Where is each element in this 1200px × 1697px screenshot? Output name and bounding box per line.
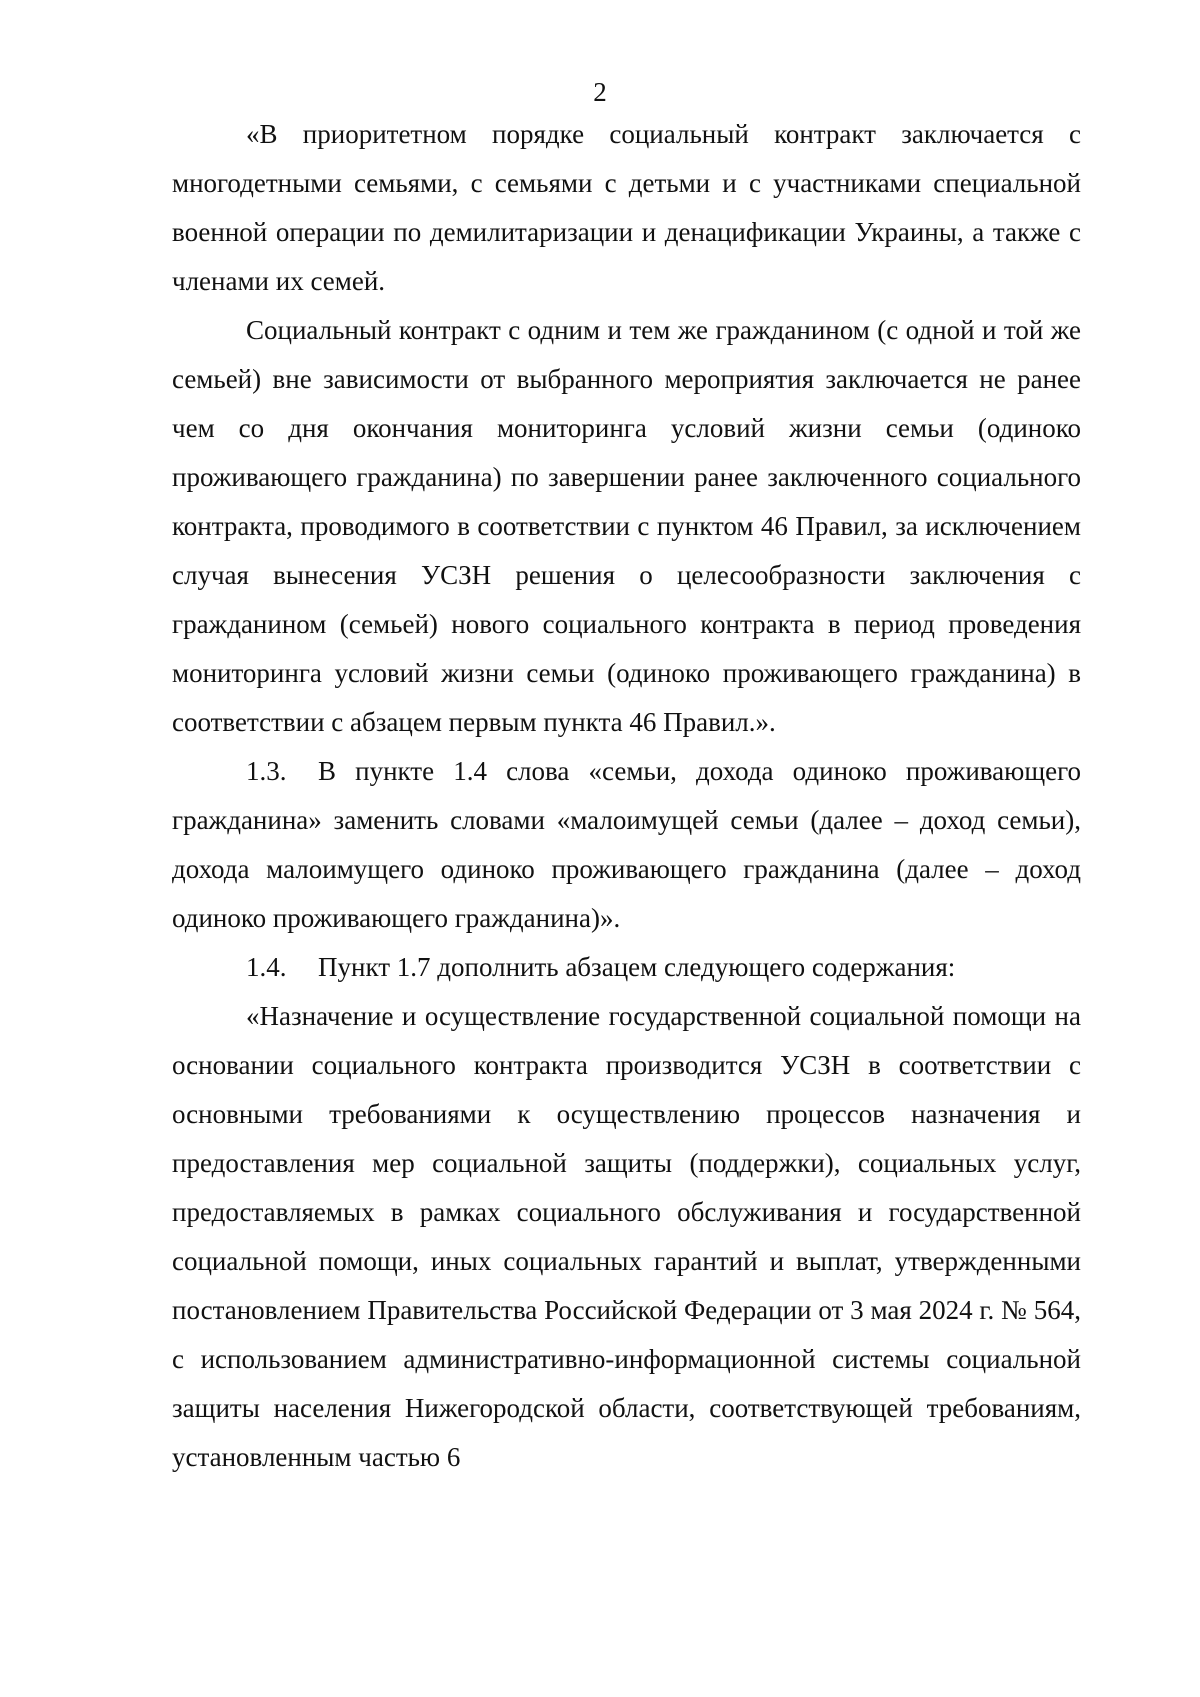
clause-text: В пункте 1.4 слова «семьи, дохода одиноко проживающего гражданина» заменить словами «малоимущей семьи (далее – доход семьи), дохода малоимущего одиноко проживающего гражданина (далее – доход одиноко проживающего гражданина)».: [172, 756, 1081, 933]
paragraph-repeat-contract: Социальный контракт с одним и тем же гражданином (с одной и той же семьей) вне зависимости от выбранного мероприятия заключается не ранее чем со дня окончания мониторинга условий жизни семьи (одиноко проживающего гражданина) по завершении ранее заключенного социального контракта, проводимого в соответствии с пунктом 46 Правил, за исключением случая вынесения УСЗН решения о целесообразности заключения с гражданином (семьей) нового социального контракта в период проведения мониторинга условий жизни семьи (одиноко проживающего гражданина) в соответствии с абзацем первым пункта 46 Правил.».: [172, 315, 1081, 737]
paragraph-assignment-procedure: «Назначение и осуществление государственной социальной помощи на основании социального контракта производится УСЗН в соответствии с основными требованиями к осуществлению процессов назначения и предоставления мер социальной защиты (поддержки), социальных услуг, предоставляемых в рамках социального обслуживания и государственной социальной помощи, иных социальных гарантий и выплат, утвержденными постановлением Правительства Российской Федерации от 3 мая 2024 г. № 564, с использованием административно-информационной системы социальной защиты населения Нижегородской области, соответствующей требованиям, установленным частью 6: [172, 1001, 1081, 1472]
clause-1-3: [172, 747, 1081, 943]
clause-number: 1.4.: [246, 952, 287, 982]
paragraph-priority-contract: «В приоритетном порядке социальный контракт заключается с многодетными семьями, с семьями с детьми и с участниками специальной военной операции по демилитаризации и денацификации Украины, а также с членами их семей.: [172, 119, 1081, 296]
page-number: 2: [593, 77, 607, 107]
clause-number: 1.3.: [246, 756, 287, 786]
clause-text: Пункт 1.7 дополнить абзацем следующего содержания:: [318, 952, 956, 982]
clause-1-4: [172, 943, 1081, 992]
document-body: [172, 110, 1081, 1482]
